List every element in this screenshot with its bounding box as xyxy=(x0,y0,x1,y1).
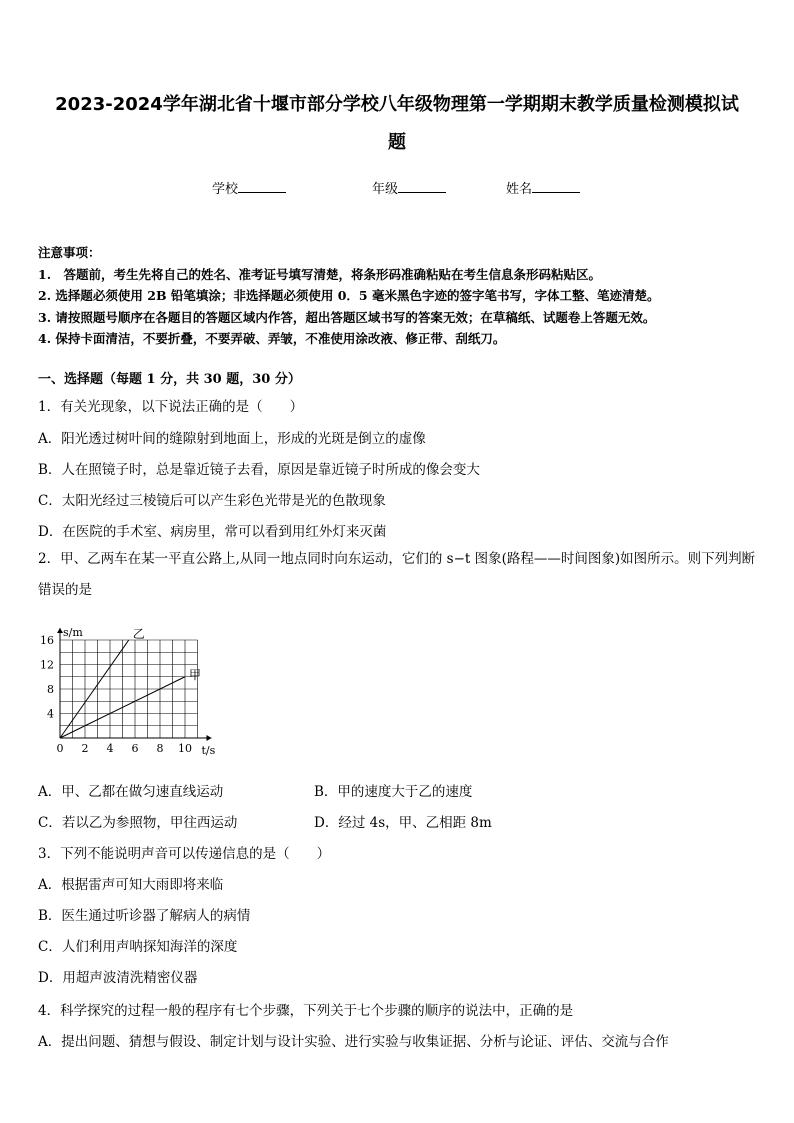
x-tick-label: 10 xyxy=(178,742,192,755)
q1-option-a[interactable]: A．阳光透过树叶间的缝隙射到地面上，形成的光斑是倒立的虚像 xyxy=(38,431,426,447)
series-label-1: 甲 xyxy=(189,667,202,682)
x-tick-label: 8 xyxy=(156,742,164,755)
name-field[interactable]: 姓名 xyxy=(506,178,580,197)
q3-stem: 3．下列不能说明声音可以传递信息的是（ ） xyxy=(38,846,331,862)
note-item: 2. 选择题必须使用 2B 铅笔填涂；非选择题必须使用 0．5 毫米黑色字迹的签字笔书写，字体工整、笔迹清楚。 xyxy=(38,288,660,303)
school-field[interactable]: 学校 xyxy=(212,178,286,197)
q3-option-a[interactable]: A．根据雷声可知大雨即将来临 xyxy=(38,877,224,893)
q4-stem: 4．科学探究的过程一般的程序有七个步骤，下列关于七个步骤的顺序的说法中，正确的是 xyxy=(38,1003,574,1019)
q2-option-d[interactable]: D．经过 4s，甲、乙相距 8m xyxy=(314,815,492,831)
q3-option-b[interactable]: B．医生通过听诊器了解病人的病情 xyxy=(38,908,251,924)
q1-stem: 1．有关光现象，以下说法正确的是（ ） xyxy=(38,399,304,415)
x-tick-label: 4 xyxy=(106,742,114,755)
title-line-2: 题 xyxy=(388,132,406,153)
q3-option-c[interactable]: C．人们利用声呐探知海洋的深度 xyxy=(38,939,238,955)
y-axis-label: s/m xyxy=(63,626,83,639)
q1-option-d[interactable]: D．在医院的手术室、病房里，常可以看到用红外灯来灭菌 xyxy=(38,524,387,540)
y-tick-label: 12 xyxy=(40,658,54,672)
x-tick-label: 6 xyxy=(131,742,139,755)
x-axis-label: t/s xyxy=(201,744,216,757)
notes-heading: 注意事项： xyxy=(38,245,101,260)
y-tick-label: 4 xyxy=(47,707,54,721)
q2-option-b[interactable]: B．甲的速度大于乙的速度 xyxy=(314,784,473,800)
note-item: 1. 答题前，考生先将自己的姓名、准考证号填写清楚，将条形码准确粘贴在考生信息条形码粘贴区。 xyxy=(38,266,602,282)
q2-option-a[interactable]: A．甲、乙都在做匀速直线运动 xyxy=(38,784,224,800)
x-axis-arrow xyxy=(207,735,212,741)
note-item: 3. 请按照题号顺序在各题目的答题区域内作答，超出答题区域书写的答案无效；在草稿纸、试题卷上答题无效。 xyxy=(38,309,656,325)
y-tick-label: 16 xyxy=(40,634,54,647)
q4-option-a[interactable]: A．提出问题、猜想与假设、制定计划与设计实验、进行实验与收集证据、分析与论证、评估、交流与合作 xyxy=(38,1034,669,1050)
note-item: 4. 保持卡面清洁，不要折叠，不要弄破、弄皱，不准使用涂改液、修正带、刮纸刀。 xyxy=(38,331,506,346)
q1-option-b[interactable]: B．人在照镜子时，总是靠近镜子去看，原因是靠近镜子时所成的像会变大 xyxy=(38,462,480,478)
q2-option-c[interactable]: C．若以乙为参照物，甲往西运动 xyxy=(38,815,238,831)
notes-block xyxy=(38,242,768,350)
grade-field[interactable]: 年级 xyxy=(372,178,446,197)
section-heading: 一、选择题（每题 1 分，共 30 题，30 分） xyxy=(38,372,301,387)
series-label-0: 乙 xyxy=(132,627,145,641)
title-line-1: 2023-2024学年湖北省十堰市部分学校八年级物理第一学期期末教学质量检测模拟试 xyxy=(55,94,739,115)
exam-title xyxy=(30,86,764,162)
x-tick-label: 2 xyxy=(81,742,89,755)
st-chart xyxy=(38,618,238,760)
q2-stem: 2．甲、乙两车在某一平直公路上,从同一地点同时向东运动，它们的 s−t 图象(路程——时间图象)如图所示。则下列判断错误的是 xyxy=(38,551,756,598)
q3-option-d[interactable]: D．用超声波清洗精密仪器 xyxy=(38,970,198,986)
x-tick-label: 0 xyxy=(56,742,64,755)
q1-option-c[interactable]: C．太阳光经过三棱镜后可以产生彩色光带是光的色散现象 xyxy=(38,493,386,509)
y-tick-label: 8 xyxy=(47,683,54,696)
